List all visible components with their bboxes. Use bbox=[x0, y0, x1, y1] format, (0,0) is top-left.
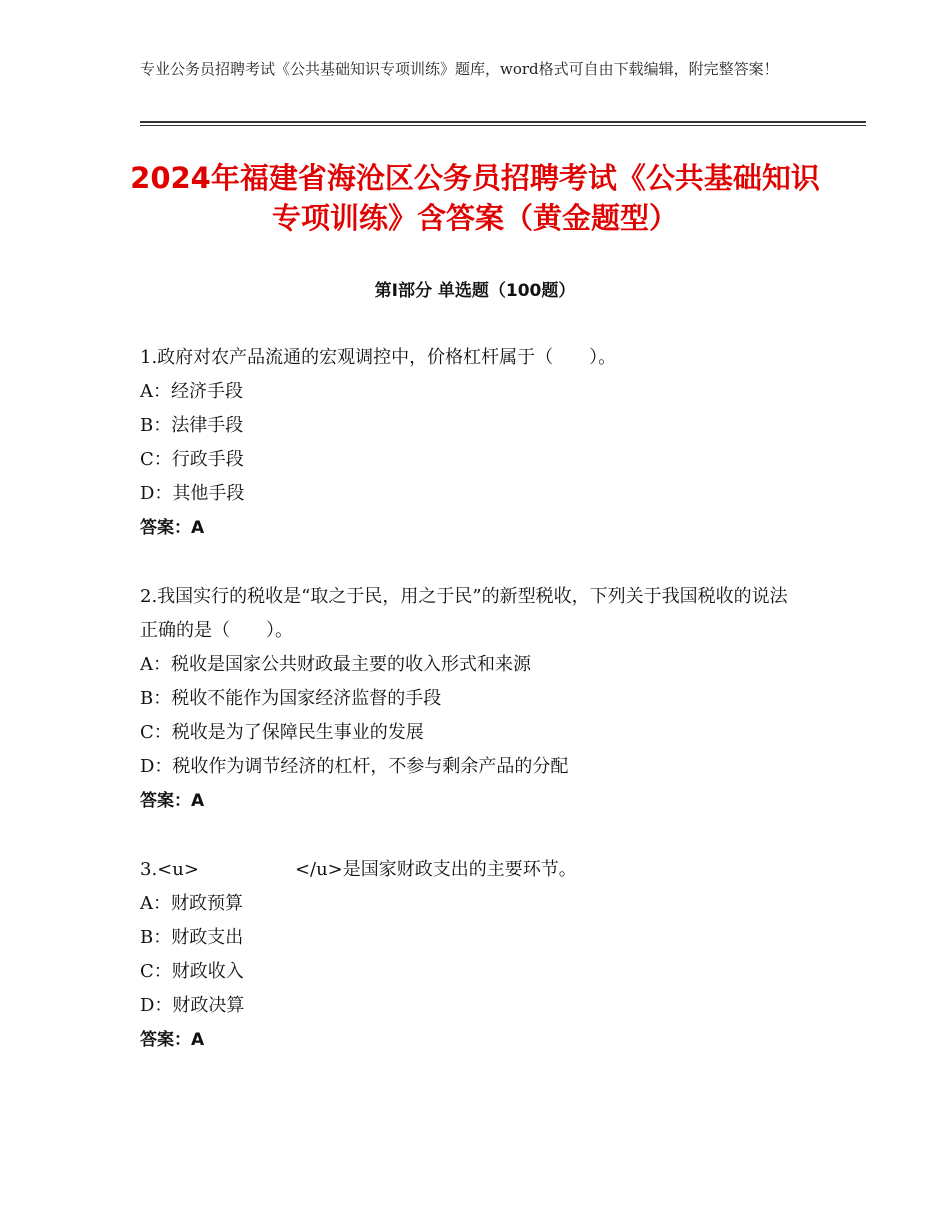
answer-label: 答案：A bbox=[140, 791, 205, 811]
question-2 bbox=[140, 580, 820, 818]
header-divider-thick bbox=[140, 121, 866, 123]
option-a: A：经济手段 bbox=[140, 381, 243, 402]
option-a: A：税收是国家公共财政最主要的收入形式和来源 bbox=[140, 654, 531, 675]
option-b: B：税收不能作为国家经济监督的手段 bbox=[140, 688, 442, 709]
option-c: C：财政收入 bbox=[140, 961, 244, 982]
question-stem: 2.我国实行的税收是“取之于民，用之于民”的新型税收，下列关于我国税收的说法正确的是（ ）。 bbox=[140, 586, 788, 641]
option-d: D：其他手段 bbox=[140, 483, 245, 504]
option-c: C：税收是为了保障民生事业的发展 bbox=[140, 722, 424, 743]
option-a: A：财政预算 bbox=[140, 893, 243, 914]
header-divider-thin bbox=[140, 125, 866, 126]
section-title: 第I部分 单选题（100题） bbox=[374, 281, 576, 301]
question-3 bbox=[140, 853, 820, 1057]
option-d: D：财政决算 bbox=[140, 995, 245, 1016]
answer-label: 答案：A bbox=[140, 518, 205, 538]
question-1 bbox=[140, 341, 820, 545]
header-note: 专业公务员招聘考试《公共基础知识专项训练》题库，word格式可自由下载编辑，附完整答案！ bbox=[140, 60, 779, 78]
document-title: 2024年福建省海沧区公务员招聘考试《公共基础知识专项训练》含答案（黄金题型） bbox=[130, 161, 820, 235]
stem-prefix: 3.<u> bbox=[140, 859, 199, 880]
option-c: C：行政手段 bbox=[140, 449, 244, 470]
option-b: B：财政支出 bbox=[140, 927, 244, 948]
option-d: D：税收作为调节经济的杠杆，不参与剩余产品的分配 bbox=[140, 756, 569, 777]
answer-label: 答案：A bbox=[140, 1030, 205, 1050]
option-b: B：法律手段 bbox=[140, 415, 244, 436]
question-stem bbox=[140, 853, 820, 887]
question-stem: 1.政府对农产品流通的宏观调控中，价格杠杆属于（ ）。 bbox=[140, 347, 617, 368]
stem-suffix: </u>是国家财政支出的主要环节。 bbox=[294, 859, 577, 880]
